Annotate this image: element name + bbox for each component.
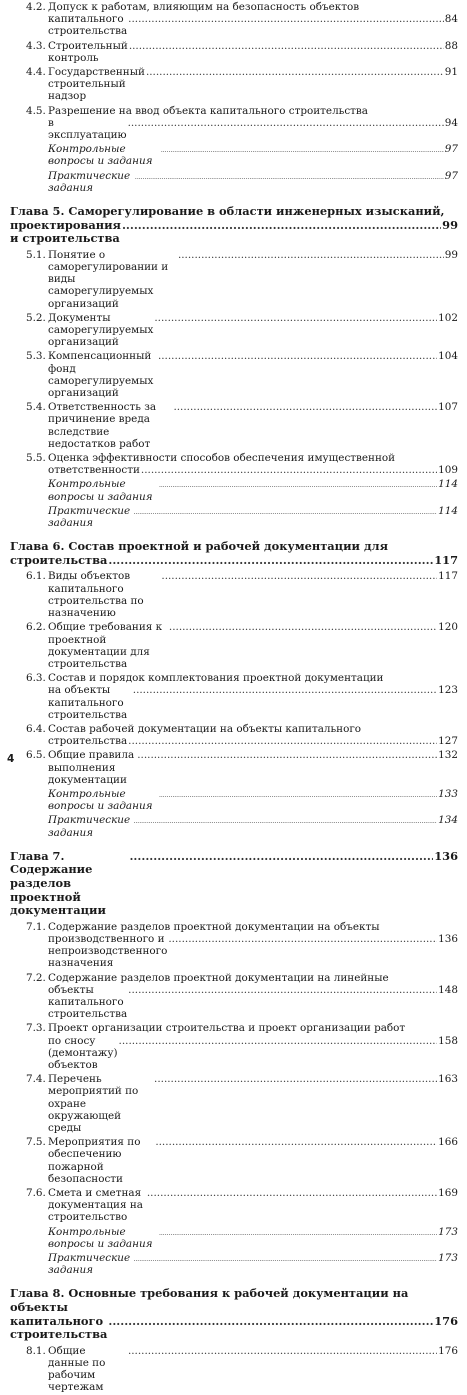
entry-title-line: Глава 8. Основные требования к рабочей документации на объекты <box>10 1286 409 1314</box>
toc-entry-sec <box>26 620 458 671</box>
toc-entry-chap <box>10 540 458 567</box>
dot-leader <box>159 1228 437 1240</box>
entry-text <box>48 452 458 476</box>
entry-title-line: Состав и порядок комплектования проектной документации <box>48 672 384 685</box>
entry-text <box>48 921 458 970</box>
entry-text <box>48 401 458 450</box>
dot-leader <box>173 401 437 413</box>
entry-page-number: 136 <box>434 848 458 863</box>
dot-leader <box>128 984 437 996</box>
dot-leader <box>129 850 433 864</box>
entry-last-line <box>48 1187 458 1224</box>
entry-title-line: по сносу (демонтажу) объектов <box>48 1034 118 1071</box>
entry-page-number: 91 <box>444 66 458 79</box>
section-number: 5.5. <box>26 452 46 465</box>
entry-last-line <box>48 1345 458 1394</box>
section-number: 7.3. <box>26 1022 46 1035</box>
section-number: 6.3. <box>26 672 46 685</box>
toc-entry-sec <box>26 451 458 477</box>
entry-title-line: Практические задания <box>48 814 131 839</box>
toc-entry-sec <box>26 569 458 620</box>
entry-last-line <box>48 117 458 141</box>
dot-leader <box>169 621 437 633</box>
entry-text <box>48 723 458 747</box>
entry-page-number: 99 <box>444 248 458 261</box>
toc-entry-sec <box>26 748 458 787</box>
toc-entry-sec <box>26 311 458 350</box>
entry-text <box>48 814 458 838</box>
entry-text <box>48 478 458 502</box>
entry-text <box>10 1287 458 1341</box>
entry-last-line <box>48 170 458 194</box>
section-number: 6.4. <box>26 722 46 735</box>
entry-last-line <box>10 850 458 918</box>
dot-leader <box>159 790 437 802</box>
section-number: 8.1. <box>26 1344 46 1357</box>
dot-leader <box>108 554 433 568</box>
entry-page-number: 102 <box>438 311 458 324</box>
entry-title-line: Контрольные вопросы и задания <box>48 143 153 168</box>
section-number: 6.5. <box>26 749 46 762</box>
entry-page-number: 127 <box>438 735 458 748</box>
entry-title-line: в эксплуатацию <box>48 116 127 142</box>
dot-leader <box>133 684 437 696</box>
toc-entry-ital <box>48 787 458 813</box>
entry-text <box>48 570 458 619</box>
toc-entry-ital <box>48 477 458 503</box>
entry-text <box>48 1136 458 1185</box>
entry-title-line: Строительный контроль <box>48 39 128 64</box>
entry-text <box>48 1252 458 1276</box>
section-number: 6.1. <box>26 570 46 583</box>
toc-entry-sec <box>26 671 458 722</box>
dot-leader <box>154 1073 437 1085</box>
entry-title-line: производственного и непроизводственного назначения <box>48 932 168 970</box>
toc-entry-sec <box>26 400 458 451</box>
entry-title-line: Смета и сметная документация на строительство <box>48 1186 143 1224</box>
entry-text <box>48 66 458 103</box>
entry-title-line: Контрольные вопросы и задания <box>48 478 153 503</box>
section-number: 5.2. <box>26 311 46 324</box>
entry-title-line: Виды объектов капитального строительства по назначению <box>48 570 144 620</box>
entry-text <box>48 105 458 142</box>
dot-leader <box>158 350 437 362</box>
entry-text <box>48 1226 458 1250</box>
toc-entry-sec <box>26 1135 458 1186</box>
entry-page-number: 133 <box>438 787 458 800</box>
entry-title-line: Допуск к работам, влияющим на безопасность объектов <box>48 1 360 13</box>
entry-last-line <box>48 684 458 721</box>
entry-last-line <box>48 1252 458 1276</box>
entry-text <box>48 972 458 1021</box>
section-number: 7.1. <box>26 920 46 933</box>
entry-text <box>48 1073 458 1134</box>
entry-text <box>48 1 458 38</box>
section-number: 5.4. <box>26 401 46 414</box>
toc-entry-sec <box>26 65 458 104</box>
entry-page-number: 117 <box>438 570 458 583</box>
toc-entry-sec <box>26 1021 458 1072</box>
entry-last-line <box>48 40 458 64</box>
entry-title-line: ответственности <box>48 464 140 477</box>
entry-page-number: 136 <box>438 932 458 945</box>
entry-text <box>48 40 458 64</box>
toc-entry-chap <box>10 205 458 246</box>
entry-page-number: 104 <box>438 350 458 363</box>
toc-entry-ital <box>48 813 458 839</box>
toc-entry-ital <box>48 169 458 195</box>
entry-page-number: 94 <box>444 116 458 129</box>
dot-leader <box>159 480 437 492</box>
entry-last-line <box>48 13 458 37</box>
page-number: 4 <box>7 753 15 765</box>
dot-leader <box>133 1254 437 1266</box>
entry-last-line <box>48 312 458 349</box>
dot-leader <box>128 735 437 747</box>
section-number: 4.2. <box>26 1 46 13</box>
entry-page-number: 158 <box>438 1034 458 1047</box>
dot-leader <box>135 172 444 184</box>
entry-last-line <box>48 814 458 838</box>
entry-title-line: Разрешение на ввод объекта капитального строительства <box>48 104 368 117</box>
section-number: 6.2. <box>26 621 46 634</box>
entry-last-line <box>48 464 458 476</box>
entry-text <box>10 540 458 567</box>
section-number: 4.4. <box>26 66 46 79</box>
entry-text <box>48 505 458 529</box>
entry-page-number: 123 <box>438 684 458 697</box>
section-number: 7.4. <box>26 1073 46 1086</box>
toc-entry-ital <box>48 1251 458 1277</box>
entry-text <box>48 621 458 670</box>
dot-leader <box>147 1187 437 1199</box>
entry-page-number: 173 <box>438 1252 458 1264</box>
entry-page-number: 99 <box>442 217 458 232</box>
entry-last-line <box>10 219 458 246</box>
toc-entry-chap <box>10 850 458 918</box>
entry-last-line <box>48 749 458 786</box>
entry-title-line: Состав рабочей документации на объекты капитального <box>48 722 362 735</box>
entry-last-line <box>48 1035 458 1072</box>
entry-text <box>48 143 458 167</box>
entry-title-line: проектирования и строительства <box>10 217 121 246</box>
entry-title-line: Компенсационный фонд саморегулируемых организаций <box>48 350 154 400</box>
entry-title-line: капитального строительства <box>48 13 128 38</box>
entry-title-line: Общие данные по рабочим чертежам <box>48 1344 106 1394</box>
entry-page-number: 166 <box>438 1136 458 1149</box>
entry-title-line: Проект организации строительства и проект организации работ <box>48 1022 406 1035</box>
table-of-contents <box>10 0 458 1395</box>
toc-entry-ital <box>48 504 458 530</box>
section-number: 5.1. <box>26 248 46 261</box>
dot-leader <box>108 1315 433 1329</box>
entry-last-line <box>10 554 458 568</box>
entry-page-number: 176 <box>438 1344 458 1357</box>
entry-text <box>48 672 458 721</box>
dot-leader <box>128 13 444 25</box>
dot-leader <box>133 816 437 828</box>
section-number: 5.3. <box>26 350 46 363</box>
entry-text <box>48 170 458 194</box>
dot-leader <box>154 312 437 324</box>
toc-entry-sec <box>26 349 458 400</box>
entry-title-line: Содержание разделов проектной документации на линейные <box>48 971 389 984</box>
section-number: 7.6. <box>26 1186 46 1199</box>
entry-text <box>48 312 458 349</box>
dot-leader <box>161 145 444 157</box>
toc-entry-sec <box>26 971 458 1022</box>
toc-entry-chap <box>10 1287 458 1341</box>
entry-last-line <box>48 788 458 812</box>
entry-title-line: Практические задания <box>48 1252 131 1277</box>
entry-title-line: Государственный строительный надзор <box>48 66 145 103</box>
entry-title-line: Общие требования к проектной документации для строительства <box>48 621 163 670</box>
entry-last-line <box>48 249 458 310</box>
entry-text <box>48 1022 458 1071</box>
toc-entry-ital <box>48 142 458 168</box>
toc-entry-sec <box>26 1344 458 1395</box>
dot-leader <box>119 1035 438 1047</box>
entry-text <box>48 749 458 786</box>
entry-last-line <box>48 350 458 399</box>
dot-leader <box>141 464 437 476</box>
entry-text <box>48 1187 458 1224</box>
dot-leader <box>137 749 437 761</box>
dot-leader <box>122 219 441 233</box>
entry-last-line <box>48 735 458 747</box>
toc-entry-sec <box>26 722 458 748</box>
entry-last-line <box>48 1226 458 1250</box>
entry-title-line: Контрольные вопросы и задания <box>48 1225 153 1250</box>
entry-title-line: строительства <box>10 552 108 567</box>
entry-last-line <box>10 1315 458 1342</box>
toc-entry-sec <box>26 1186 458 1225</box>
dot-leader <box>129 40 444 52</box>
entry-title-line: объекты капитального строительства <box>48 983 128 1021</box>
entry-last-line <box>48 505 458 529</box>
toc-entry-sec <box>26 248 458 311</box>
toc-entry-sec <box>26 920 458 971</box>
dot-leader <box>128 117 444 129</box>
dot-leader <box>133 507 437 519</box>
entry-text <box>48 1345 458 1394</box>
entry-page-number: 97 <box>444 143 458 156</box>
entry-title-line: Практические задания <box>48 504 131 530</box>
entry-page-number: 84 <box>444 13 458 26</box>
entry-page-number: 88 <box>444 39 458 52</box>
entry-page-number: 97 <box>444 169 458 182</box>
entry-title-line: Перечень мероприятий по охране окружающей среды <box>48 1073 139 1134</box>
entry-last-line <box>48 621 458 670</box>
entry-page-number: 120 <box>438 621 458 634</box>
entry-page-number: 134 <box>438 814 458 827</box>
entry-title-line: Оценка эффективности способов обеспечения имущественной <box>48 452 396 465</box>
entry-last-line <box>48 1136 458 1185</box>
toc-entry-sec <box>26 0 458 39</box>
toc-entry-sec <box>26 104 458 143</box>
entry-page-number: 107 <box>438 401 458 414</box>
section-number: 7.5. <box>26 1136 46 1149</box>
dot-leader <box>178 249 444 261</box>
entry-title-line: на объекты капитального строительства <box>48 684 128 721</box>
section-number: 7.2. <box>26 971 46 984</box>
section-number: 4.3. <box>26 39 46 52</box>
entry-last-line <box>48 143 458 167</box>
entry-page-number: 132 <box>438 749 458 762</box>
entry-page-number: 169 <box>438 1186 458 1199</box>
entry-title-line: Понятие о саморегулировании и виды саморегулируемых организаций <box>48 248 169 310</box>
entry-text <box>48 350 458 399</box>
entry-page-number: 173 <box>438 1225 458 1238</box>
dot-leader <box>161 570 437 582</box>
entry-title-line: Глава 7. Содержание разделов проектной документации <box>10 848 106 918</box>
entry-page-number: 117 <box>434 552 458 567</box>
entry-title-line: капитального строительства <box>10 1313 108 1342</box>
toc-entry-sec <box>26 39 458 65</box>
entry-title-line: Контрольные вопросы и задания <box>48 787 153 813</box>
entry-text <box>10 850 458 918</box>
entry-page-number: 114 <box>438 504 458 517</box>
entry-last-line <box>48 984 458 1021</box>
entry-title-line: Ответственность за причинение вреда вследствие недостатков работ <box>48 401 157 450</box>
entry-text <box>48 788 458 812</box>
entry-last-line <box>48 401 458 450</box>
toc-entry-ital <box>48 1225 458 1251</box>
entry-page-number: 148 <box>438 983 458 996</box>
dot-leader <box>146 66 444 78</box>
entry-page-number: 176 <box>434 1313 458 1328</box>
entry-title-line: Содержание разделов проектной документации на объекты <box>48 920 380 933</box>
entry-title-line: Глава 6. Состав проектной и рабочей документации для <box>10 539 388 554</box>
entry-page-number: 163 <box>438 1073 458 1086</box>
entry-title-line: строительства <box>48 735 128 748</box>
entry-title-line: Мероприятия по обеспечению пожарной безопасности <box>48 1136 141 1185</box>
entry-text <box>48 249 458 310</box>
entry-text <box>10 205 458 246</box>
entry-title-line: Глава 5. Саморегулирование в области инженерных изысканий, <box>10 204 445 219</box>
entry-last-line <box>48 66 458 103</box>
entry-title-line: Общие правила выполнения документации <box>48 749 135 786</box>
entry-page-number: 114 <box>438 478 458 491</box>
toc-entry-sec <box>26 1072 458 1135</box>
entry-title-line: Документы саморегулируемых организаций <box>48 311 154 349</box>
entry-last-line <box>48 1073 458 1134</box>
entry-last-line <box>48 933 458 970</box>
dot-leader <box>155 1136 437 1148</box>
entry-last-line <box>48 570 458 619</box>
section-number: 4.5. <box>26 104 46 117</box>
entry-title-line: Практические задания <box>48 169 131 194</box>
dot-leader <box>128 1345 437 1357</box>
entry-last-line <box>48 478 458 502</box>
entry-page-number: 109 <box>438 464 458 477</box>
dot-leader <box>168 933 437 945</box>
